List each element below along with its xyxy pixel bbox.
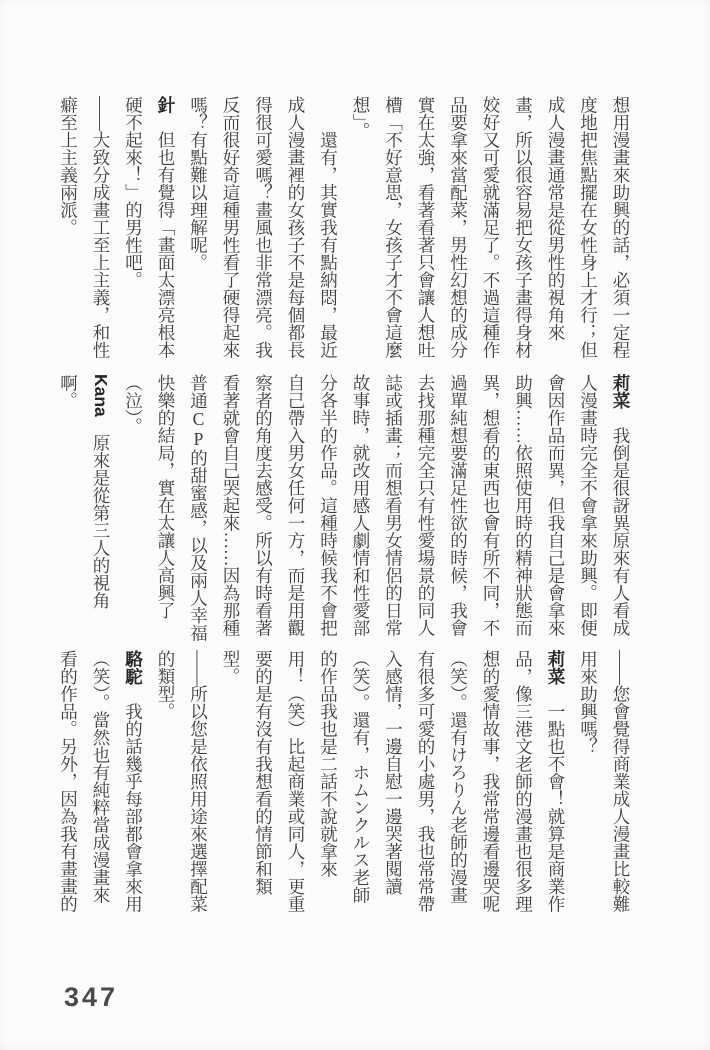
text-column: 異，想看的東西也會有所不同，不 xyxy=(481,374,501,637)
text-column: ——大致分成畫工至上主義，和性 xyxy=(91,96,111,359)
text-column: 快樂的結局，實在太讓人高興了 xyxy=(156,374,176,619)
text-column: 品，像三港文老師的漫畫也很多理 xyxy=(513,650,534,913)
text-column: 普通CP的甜蜜感，以及兩人幸福 xyxy=(188,374,209,642)
text-column: 入感情，一邊自慰一邊哭著閱讀 xyxy=(383,650,404,895)
text-column: 硬不起來！」的男性吧。 xyxy=(123,96,144,289)
middle-text-band xyxy=(52,374,637,640)
text-column: 槽「不好意思，女孩子才不會這麼 xyxy=(383,96,404,359)
lower-text-band xyxy=(52,650,637,916)
text-column: 助興……依照使用時的精神狀態而 xyxy=(513,374,534,637)
upper-text-band xyxy=(52,96,637,362)
text-column: 成人漫畫裡的女孩子不是每個都長 xyxy=(286,96,306,359)
text-column: 分各半的作品。這種時候我不會把 xyxy=(318,374,339,637)
text-column: 有很多可愛的小處男，我也常常帶 xyxy=(416,650,436,913)
dialogue-column: 莉菜 我倒是很訝異原來有人看成 xyxy=(611,374,631,637)
text-column: 想」。 xyxy=(351,96,371,140)
text-column: 度地把焦點擺在女性身上才行；但 xyxy=(578,96,599,359)
text-column: 用來助興嗎？ xyxy=(578,650,599,755)
text-column: （笑）。當然也有純粹當成漫畫來 xyxy=(91,650,111,904)
text-column: 癖至上主義兩派。 xyxy=(58,96,79,236)
text-column: ——您會覺得商業成人漫畫比較難 xyxy=(611,650,631,913)
text-column: 看著就會自己哭起來……因為那種 xyxy=(221,374,241,637)
text-column: 看的作品。另外，因為我有畫畫的 xyxy=(58,650,79,913)
text-column: 品要拿來當配菜，男性幻想的成分 xyxy=(448,96,469,359)
text-column: （笑）。還有，ホムンクルス老師 xyxy=(351,650,371,904)
text-column: 得很可愛嗎？畫風也非常漂亮。我 xyxy=(253,96,274,359)
text-column: 要的是有沒有我想看的情節和類 xyxy=(253,650,274,895)
text-column: 人漫畫時完全不會拿來助興。即便 xyxy=(578,374,599,637)
speaker-name: 針 xyxy=(156,96,176,114)
text-column: 反而很好奇這種男性看了硬得起來 xyxy=(221,96,241,359)
text-column: 還有，其實我有點納悶，最近 xyxy=(318,131,339,359)
text-column: 型。 xyxy=(221,650,241,685)
speaker-name: 駱駝 xyxy=(123,650,144,685)
text-column: 自己帶入男女任何一方，而是用觀 xyxy=(286,374,306,637)
text-column: 啊。 xyxy=(58,374,79,409)
text-column: 故事時，就改用感人劇情和性愛部 xyxy=(351,374,371,637)
text-column: 畫，所以很容易把女孩子畫得身材 xyxy=(513,96,534,359)
text-column: 會因作品而異，但我自己是會拿來 xyxy=(546,374,566,637)
text-column: 想用漫畫來助興的話，必須一定程 xyxy=(611,96,631,359)
dialogue-column: 莉菜 一點也不會！就算是商業作 xyxy=(546,650,566,913)
text-column: （笑）。還有けろりん老師的漫畫 xyxy=(448,650,469,904)
text-column: 嗎？有點難以理解呢。 xyxy=(188,96,209,271)
text-column: 想的愛情故事，我常常邊看邊哭呢 xyxy=(481,650,501,913)
text-column: 去找那種完全只有性愛場景的同人 xyxy=(416,374,436,637)
page-number: 347 xyxy=(64,982,119,1012)
text-column: 用！（笑）比起商業或同人，更重 xyxy=(286,650,306,913)
dialogue-column: Kana 原來是從第三人的視角 xyxy=(91,374,111,610)
text-column: （泣）。 xyxy=(123,374,144,436)
text-column: 成人漫畫通常是從男性的視角來 xyxy=(546,96,566,341)
text-column: 誌或插畫；而想看男女情侶的日常 xyxy=(383,374,404,637)
dialogue-column: 針 但也有覺得「畫面太漂亮根本 xyxy=(156,96,176,359)
speaker-name: 莉菜 xyxy=(546,650,566,685)
text-column: 實在太強，看著看著只會讓人想吐 xyxy=(416,96,436,359)
text-column: 的類型。 xyxy=(156,650,176,720)
text-column: 察者的角度去感受。所以有時看著 xyxy=(253,374,274,637)
dialogue-column: 駱駝 我的話幾乎每部都會拿來用 xyxy=(123,650,144,913)
text-column: ——所以您是依照用途來選擇配菜 xyxy=(188,650,209,913)
speaker-name: 莉菜 xyxy=(611,374,631,409)
text-column: 過單純想要滿足性欲的時候，我會 xyxy=(448,374,469,637)
text-column: 姣好又可愛就滿足了。不過這種作 xyxy=(481,96,501,359)
speaker-name: Kana xyxy=(91,374,111,417)
text-column: 的作品我也是二話不說就拿來 xyxy=(318,650,339,878)
